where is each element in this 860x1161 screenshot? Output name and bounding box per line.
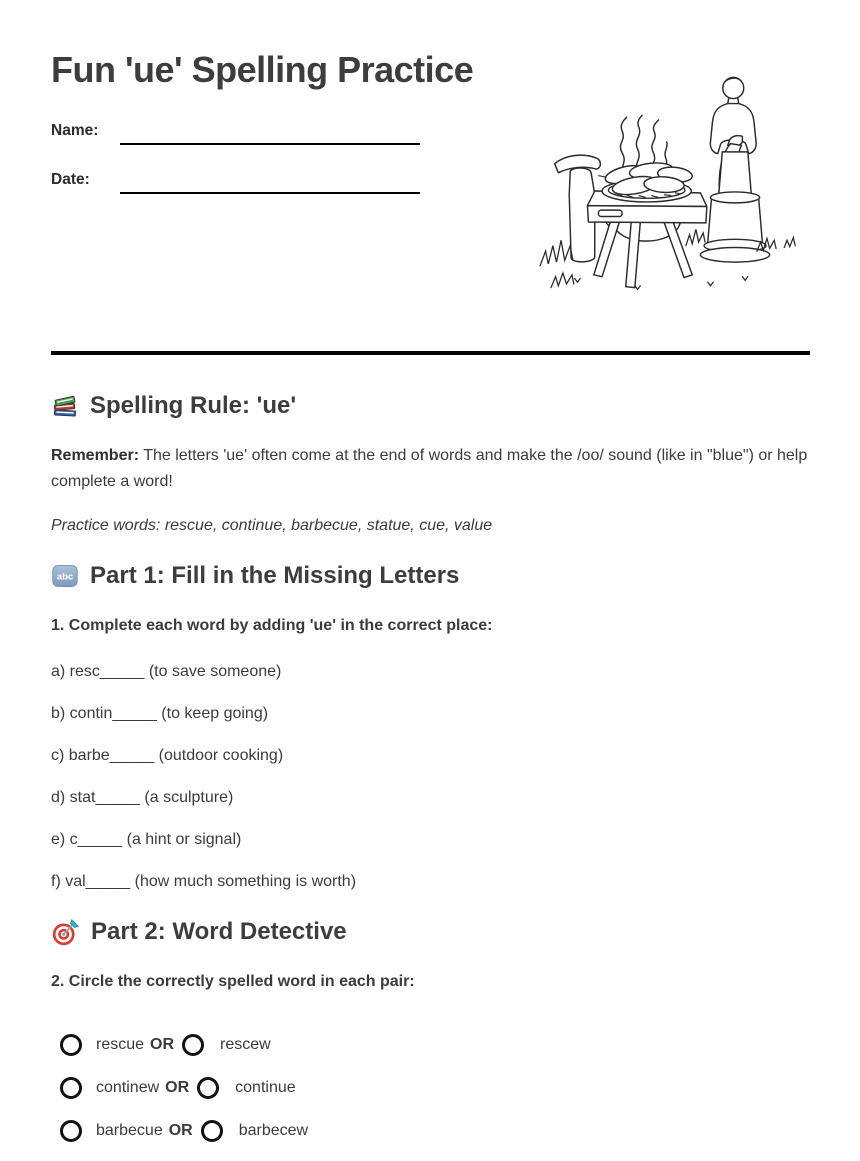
choice-circle-left-3[interactable] <box>60 1120 82 1142</box>
pair-left-word-3: barbecue <box>96 1122 163 1139</box>
choice-circle-right-1[interactable] <box>182 1034 204 1056</box>
remember-label: Remember: <box>51 447 140 464</box>
part1-instruction: 1. Complete each word by adding 'ue' in the correct place: <box>51 617 493 634</box>
remember-paragraph <box>51 443 810 495</box>
part2-heading-text: Part 2: Word Detective <box>91 918 347 945</box>
word-pair-row-2 <box>51 1074 810 1102</box>
header-left <box>51 48 491 189</box>
target-icon <box>51 918 80 947</box>
pair-left-word-1: rescue <box>96 1036 145 1053</box>
name-label: Name: <box>51 122 99 139</box>
rule-heading <box>51 391 810 421</box>
practice-words: Practice words: rescue, continue, barbecue, statue, cue, value <box>51 517 493 534</box>
books-icon <box>51 392 79 420</box>
part1-heading <box>51 561 810 591</box>
word-pairs-list <box>51 1031 810 1145</box>
date-label: Date: <box>51 171 90 188</box>
word-pair-row-3 <box>51 1117 810 1145</box>
page-title: Fun 'ue' Spelling Practice <box>51 49 474 90</box>
choice-circle-right-2[interactable] <box>197 1077 219 1099</box>
header-illustration-area <box>518 48 810 309</box>
pair-right-word-3: barbecew <box>238 1122 309 1139</box>
fill-item-d: d) stat_____ (a sculpture) <box>51 789 234 806</box>
fill-item-b: b) contin_____ (to keep going) <box>51 705 269 722</box>
abc-icon <box>51 562 79 590</box>
svg-text:abc: abc <box>56 571 74 583</box>
pair-right-word-2: continue <box>235 1079 296 1096</box>
pair-left-word-2: continew <box>96 1079 160 1096</box>
rule-heading-text: Spelling Rule: 'ue' <box>90 392 297 419</box>
word-pair-row-1 <box>51 1031 810 1059</box>
or-label-3: OR <box>168 1122 193 1139</box>
name-input-line[interactable] <box>120 127 420 145</box>
remember-text: The letters 'ue' often come at the end of words and make the /oo/ sound (like in "blue") or help complete a word! <box>51 447 808 490</box>
part2-instruction: 2. Circle the correctly spelled word in each pair: <box>51 973 415 990</box>
worksheet-header <box>51 48 810 309</box>
barbecue-statue-illustration <box>518 58 810 304</box>
fill-item-a: a) resc_____ (to save someone) <box>51 663 282 680</box>
fill-item-f: f) val_____ (how much something is worth) <box>51 873 357 890</box>
or-label-1: OR <box>150 1036 175 1053</box>
choice-circle-left-1[interactable] <box>60 1034 82 1056</box>
name-field-row <box>51 118 491 140</box>
fill-item-c: c) barbe_____ (outdoor cooking) <box>51 747 284 764</box>
date-input-line[interactable] <box>120 176 420 194</box>
or-label-2: OR <box>165 1079 190 1096</box>
fill-item-e: e) c_____ (a hint or signal) <box>51 831 242 848</box>
section-divider <box>51 351 810 355</box>
part2-heading <box>51 917 810 947</box>
part1-heading-text: Part 1: Fill in the Missing Letters <box>90 562 460 589</box>
choice-circle-left-2[interactable] <box>60 1077 82 1099</box>
date-field-row <box>51 167 491 189</box>
choice-circle-right-3[interactable] <box>201 1120 223 1142</box>
pair-right-word-1: rescew <box>220 1036 271 1053</box>
